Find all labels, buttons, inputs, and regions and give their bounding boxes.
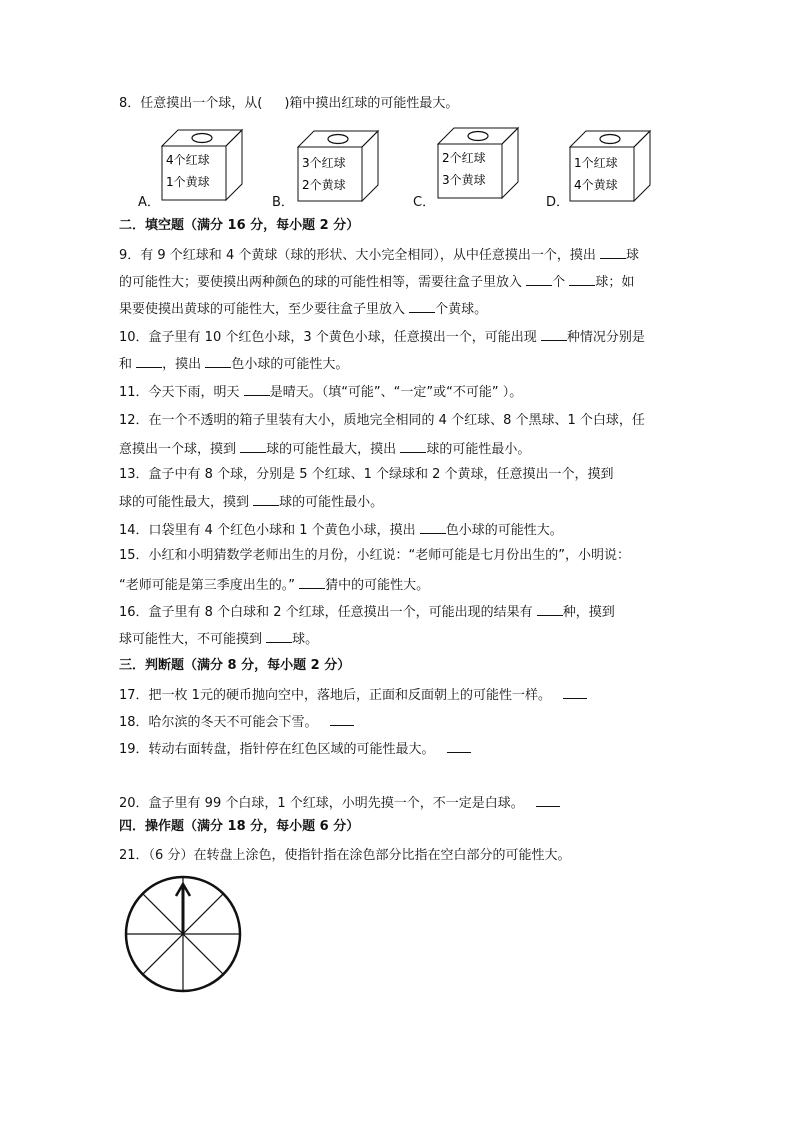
box-d-line2: 4个黄球 <box>574 178 618 192</box>
q15-blank-1[interactable] <box>299 575 325 589</box>
section-3-title: 三．判断题（满分 8 分，每小题 2 分） <box>119 658 351 673</box>
q8-pre: 8．任意摸出一个球，从( <box>119 96 263 111</box>
q11-blank-1[interactable] <box>244 382 270 396</box>
box-a <box>158 126 248 204</box>
q13-text-b: 球的可能性最大，摸到 <box>119 495 250 510</box>
q13-line1: 13．盒子中有 8 个球，分别是 5 个红球、1 个绿球和 2 个黄球，任意摸出一个，摸到 <box>119 467 614 482</box>
option-b-letter: B． <box>272 195 294 210</box>
q16-blank-2[interactable] <box>266 629 292 643</box>
q20-blank[interactable] <box>536 793 560 807</box>
q16-text-c: 球可能性大，不可能摸到 <box>119 632 263 647</box>
q10-blank-2[interactable] <box>136 354 162 368</box>
q12-text-c: 球的可能性最大，摸出 <box>266 442 397 457</box>
q18-line <box>119 712 354 732</box>
q10-line1 <box>119 327 645 347</box>
q16-text-a: 16．盒子里有 8 个白球和 2 个红球，任意摸出一个，可能出现的结果有 <box>119 605 533 620</box>
q10-text-a: 10．盒子里有 10 个红色小球，3 个黄色小球，任意摸出一个，可能出现 <box>119 330 537 345</box>
box-d <box>566 127 656 205</box>
q9-line3 <box>119 299 487 319</box>
q16-line1 <box>119 602 615 622</box>
q14-blank-1[interactable] <box>420 520 446 534</box>
q9-line1 <box>119 245 639 265</box>
option-c-letter: C． <box>413 195 436 210</box>
q9-blank-2[interactable] <box>526 272 552 286</box>
q11-text-b: 是晴天。（填“可能”、“一定”或“不可能” ）。 <box>269 385 523 400</box>
q10-line2 <box>119 354 348 374</box>
q9-text-e: 球；如 <box>595 275 635 290</box>
q12-line1: 12．在一个不透明的箱子里装有大小，质地完全相同的 4 个红球、8 个黑球、1 个白球，任 <box>119 413 645 428</box>
q10-blank-1[interactable] <box>541 327 567 341</box>
q20-text-a: 20．盒子里有 99 个白球，1 个红球，小明先摸一个，不一定是白球。 <box>119 796 524 811</box>
q14-text-b: 色小球的可能性大。 <box>445 523 563 538</box>
q8-text <box>119 95 458 113</box>
box-b-line1: 3个红球 <box>302 156 346 170</box>
q9-text-f: 果要使摸出黄球的可能性大，至少要往盒子里放入 <box>119 302 406 317</box>
section-4-title: 四．操作题（满分 18 分，每小题 6 分） <box>119 819 360 834</box>
q18-blank[interactable] <box>330 712 354 726</box>
q15-line2 <box>119 575 429 595</box>
q10-blank-3[interactable] <box>205 354 231 368</box>
q11-text-a: 11．今天下雨，明天 <box>119 385 240 400</box>
q15-line1: 15．小红和小明猜数学老师出生的月份，小红说：“老师可能是七月份出生的”，小明说： <box>119 548 631 563</box>
q9-text-b: 球 <box>625 248 639 263</box>
section-2-title: 二．填空题（满分 16 分，每小题 2 分） <box>119 218 360 233</box>
option-d-letter: D． <box>546 195 570 210</box>
q20-line <box>119 793 560 813</box>
option-a-letter: A． <box>138 195 160 210</box>
box-b <box>294 127 384 205</box>
q12-line2 <box>119 439 530 459</box>
q19-text-a: 19．转动右面转盘，指针停在红色区域的可能性最大。 <box>119 742 435 757</box>
q15-text-c: 猜中的可能性大。 <box>325 578 430 593</box>
q13-blank-1[interactable] <box>253 492 279 506</box>
box-b-line2: 2个黄球 <box>302 178 346 192</box>
q8-post: )箱中摸出红球的可能性最大。 <box>284 96 459 111</box>
q16-blank-1[interactable] <box>537 602 563 616</box>
box-c <box>434 124 524 202</box>
q10-text-e: 色小球的可能性大。 <box>231 357 349 372</box>
q18-text-a: 18．哈尔滨的冬天不可能会下雪。 <box>119 715 318 730</box>
q16-text-b: 种，摸到 <box>562 605 615 620</box>
q16-line2 <box>119 629 318 649</box>
q17-line <box>119 685 587 705</box>
q14-line <box>119 520 563 540</box>
q11-line <box>119 382 522 402</box>
q17-blank[interactable] <box>563 685 587 699</box>
q10-text-c: 和 <box>119 357 133 372</box>
q9-text-c: 的可能性大；要使摸出两种颜色的球的可能性相等，需要往盒子里放入 <box>119 275 523 290</box>
box-d-line1: 1个红球 <box>574 156 618 170</box>
q12-text-b: 意摸出一个球，摸到 <box>119 442 237 457</box>
q9-line2 <box>119 272 634 292</box>
q19-blank[interactable] <box>447 739 471 753</box>
q15-text-b: “老师可能是第三季度出生的。” <box>119 578 295 593</box>
q19-line <box>119 739 471 759</box>
q9-text-a: 9．有 9 个红球和 4 个黄球（球的形状、大小完全相同），从中任意摸出一个，摸出 <box>119 248 596 263</box>
q12-blank-1[interactable] <box>240 439 266 453</box>
q9-text-g: 个黄球。 <box>435 302 488 317</box>
spinner-wheel[interactable] <box>121 871 245 995</box>
box-c-line1: 2个红球 <box>442 151 486 165</box>
q13-line2 <box>119 492 383 512</box>
q10-text-b: 种情况分别是 <box>566 330 645 345</box>
box-a-line2: 1个黄球 <box>166 175 210 189</box>
q9-blank-1[interactable] <box>600 245 626 259</box>
box-a-line1: 4个红球 <box>166 153 210 167</box>
q16-text-d: 球。 <box>292 632 319 647</box>
q10-text-d: ，摸出 <box>162 357 202 372</box>
q9-text-d: 个 <box>552 275 566 290</box>
q17-text-a: 17．把一枚 1元的硬币抛向空中，落地后，正面和反面朝上的可能性一样。 <box>119 688 551 703</box>
q9-blank-4[interactable] <box>409 299 435 313</box>
q13-text-c: 球的可能性最小。 <box>279 495 384 510</box>
q14-text-a: 14．口袋里有 4 个红色小球和 1 个黄色小球，摸出 <box>119 523 416 538</box>
q12-blank-2[interactable] <box>400 439 426 453</box>
q12-text-d: 球的可能性最小。 <box>426 442 531 457</box>
box-c-line2: 3个黄球 <box>442 173 486 187</box>
q21-line: 21．（6 分）在转盘上涂色，使指针指在涂色部分比指在空白部分的可能性大。 <box>119 848 571 863</box>
q9-blank-3[interactable] <box>569 272 595 286</box>
